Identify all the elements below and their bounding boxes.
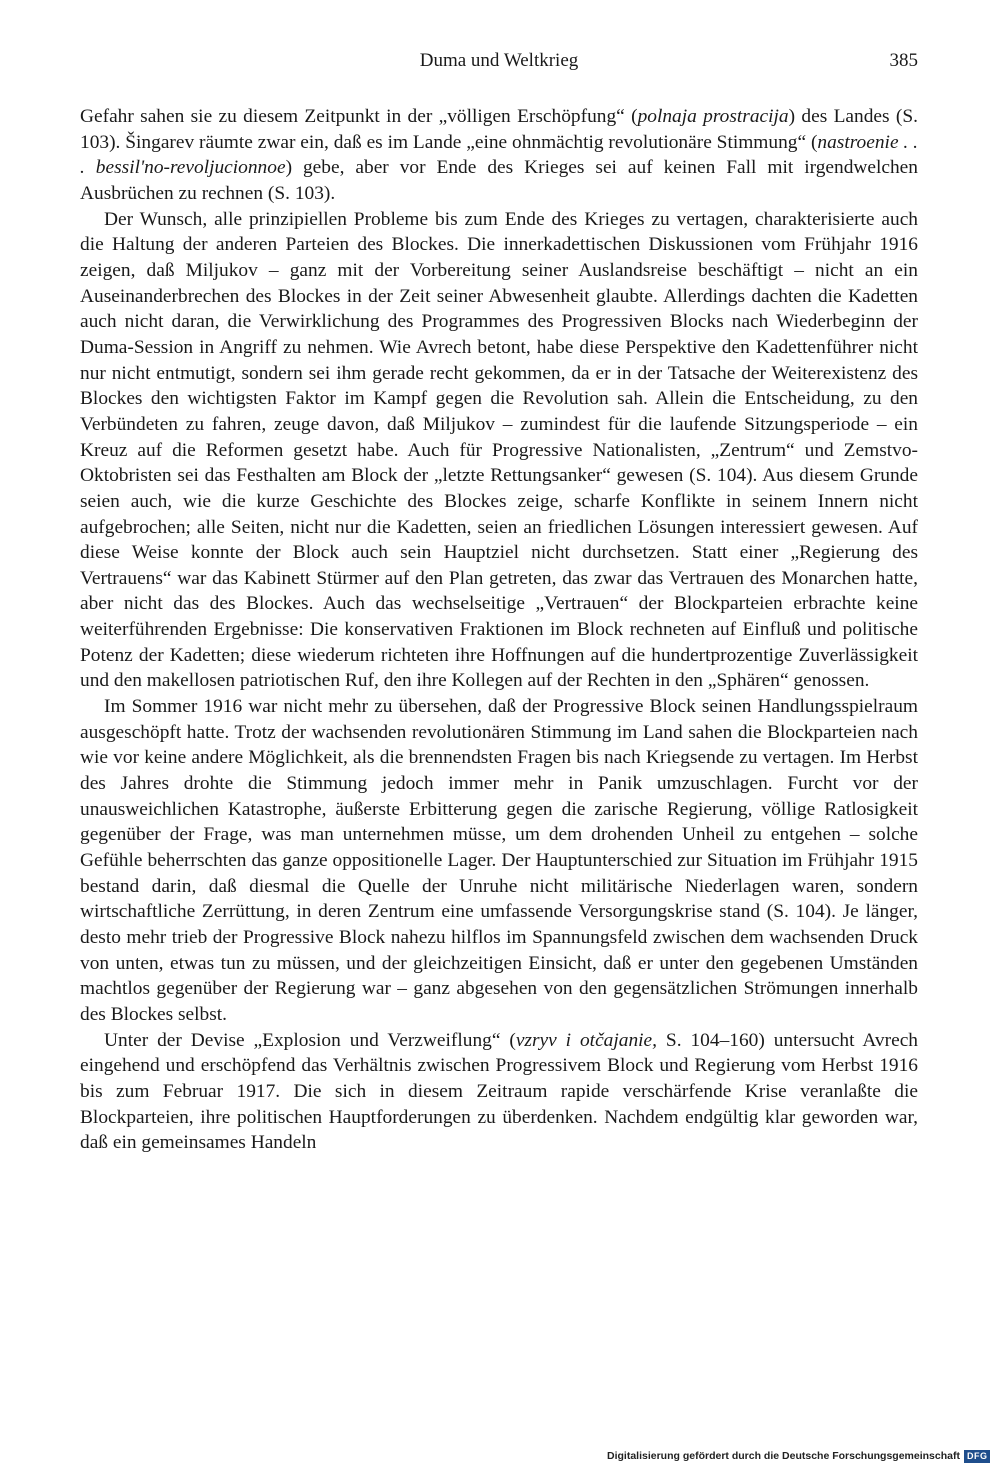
text-segment: ) gebe, aber vor Ende des Krieges sei auf keinen Fall mit irgendwelchen Ausbrüchen zu rechnen (S. 103). <box>80 157 918 204</box>
footer-text: Digitalisierung gefördert durch die Deutsche Forschungsgemeinschaft <box>607 1450 960 1462</box>
italic-term: nastroenie . . . bessil'no-revoljucionnoe <box>80 131 918 179</box>
dfg-logo-icon: DFG <box>964 1450 991 1463</box>
page-header <box>80 50 918 78</box>
italic-term: vzryv i otčajanie, <box>515 1029 657 1051</box>
body-text <box>80 104 918 1156</box>
paragraph-4 <box>80 1028 918 1156</box>
text-segment: Gefahr sahen sie zu diesem Zeitpunkt in der „völligen Erschöpfung“ ( <box>80 106 638 127</box>
text-segment: S. 104–160) untersucht Avrech eingehend und erschöpfend das Verhältnis zwischen Progressivem Block und Regierung vom Herbst 1916 bis zum Februar 1917. Die sich in diesem Zeitraum rapide verschärfende Krise veranlaßte die Blockparteien, ihre politischen Hauptforderungen zu überdenken. Nachdem endgültig klar geworden war, daß ein gemeinsames Handeln <box>80 1029 918 1154</box>
text-segment: ) des Landes (S. 103). Šingarev räumte zwar ein, daß es im Lande „eine ohnmächtig revolutionäre Stimmung“ ( <box>80 106 918 153</box>
paragraph-1 <box>80 104 918 207</box>
running-title: Duma und Weltkrieg <box>419 50 579 71</box>
italic-term: polnaja prostracija <box>637 106 789 127</box>
text-segment: Im Sommer 1916 war nicht mehr zu übersehen, daß der Progressive Block seinen Handlungsspielraum ausgeschöpft hatte. Trotz der wachsenden revolutionären Stimmung im Land sahen die Blockparteien nach wie vor keine andere Möglichkeit, als die brennendsten Fragen bis nach Kriegsende zu vertagen. Im Herbst des Jahres drohte die Stimmung jedoch immer mehr in Panik umzuschlagen. Furcht vor der unausweichlichen Katastrophe, äußerste Erbitterung gegen die zarische Regierung, völlige Ratlosigkeit gegenüber der Frage, was man unternehmen müsse, um dem drohenden Unheil zu entgehen – solche Gefühle beherrschten das ganze oppositionelle Lager. Der Hauptunterschied zur Situation im Frühjahr 1915 bestand darin, daß diesmal die Quelle der Unruhe nicht militärische Niederlagen waren, sondern wirtschaftliche Zerrüttung, in deren Zentrum eine umfassende Versorgungskrise stand (S. 104). Je länger, desto mehr trieb der Progressive Block nahezu hilflos im Spannungsfeld zwischen dem wachsenden Druck von unten, etwas tun zu müssen, und der gleichzeitigen Einsicht, daß er unter den gegebenen Umständen machtlos gegenüber der Regierung war – ganz abgesehen von den gegensätzlichen Strömungen innerhalb des Blockes selbst. <box>80 696 918 1025</box>
page-number: 385 <box>889 50 918 71</box>
text-segment: Der Wunsch, alle prinzipiellen Probleme bis zum Ende des Krieges zu vertagen, charakterisierte auch die Haltung der anderen Parteien des Blockes. Die innerkadettischen Diskussionen vom Frühjahr 1916 zeigen, daß Miljukov – ganz mit der Vorbereitung seiner Auslandsreise beschäftigt – nicht an ein Auseinanderbrechen des Blockes in der Zeit seiner Abwesenheit glaubte. Allerdings dachten die Kadetten auch nicht daran, die Verwirklichung des Programmes des Progressiven Blocks nach Wiederbeginn der Duma-Session in Angriff zu nehmen. Wie Avrech betont, habe diese Perspektive den Kadettenführer nicht nur nicht entmutigt, sondern sei ihm gerade recht gekommen, da er in der Tatsache der Weiterexistenz des Blockes den wichtigsten Faktor im Kampf gegen die Revolution sah. Allein die Entscheidung, zu den Verbündeten zu fahren, zeuge davon, daß Miljukov – zumindest für die laufende Sitzungsperiode – ein Kreuz auf die Reformen gesetzt habe. Auch für Progressive Nationalisten, „Zentrum“ und Zemstvo-Oktobristen sei das Festhalten am Block der „letzte Rettungsanker“ gewesen (S. 104). Aus diesem Grunde seien auch, wie die kurze Geschichte des Blockes zeige, scharfe Konflikte in seinem Innern nicht aufgebrochen; alle Seiten, nicht nur die Kadetten, seien an friedlichen Lösungen interessiert gewesen. Auf diese Weise konnte der Block auch sein Hauptziel nicht durchsetzen. Statt einer „Regierung des Vertrauens“ war das Kabinett Stürmer auf den Plan getreten, das zwar das Vertrauen des Monarchen hatte, aber nicht das des Blockes. Auch das wechselseitige „Vertrauen“ der Blockparteien erbrachte keine weiterführenden Ergebnisse: Die konservativen Fraktionen im Block rechneten auf Einfluß und politische Potenz der Kadetten; diese wiederum richteten ihre Hoffnungen auf die hundertprozentige Zuverlässigkeit und den makellosen patriotischen Ruf, den ihre Kollegen auf der Rechten in den „Sphären“ genossen. <box>80 208 918 692</box>
paragraph-3 <box>80 694 918 1028</box>
digitization-footer <box>607 1449 990 1463</box>
paragraph-2 <box>80 207 918 694</box>
text-segment: Unter der Devise „Explosion und Verzweiflung“ ( <box>104 1029 516 1051</box>
